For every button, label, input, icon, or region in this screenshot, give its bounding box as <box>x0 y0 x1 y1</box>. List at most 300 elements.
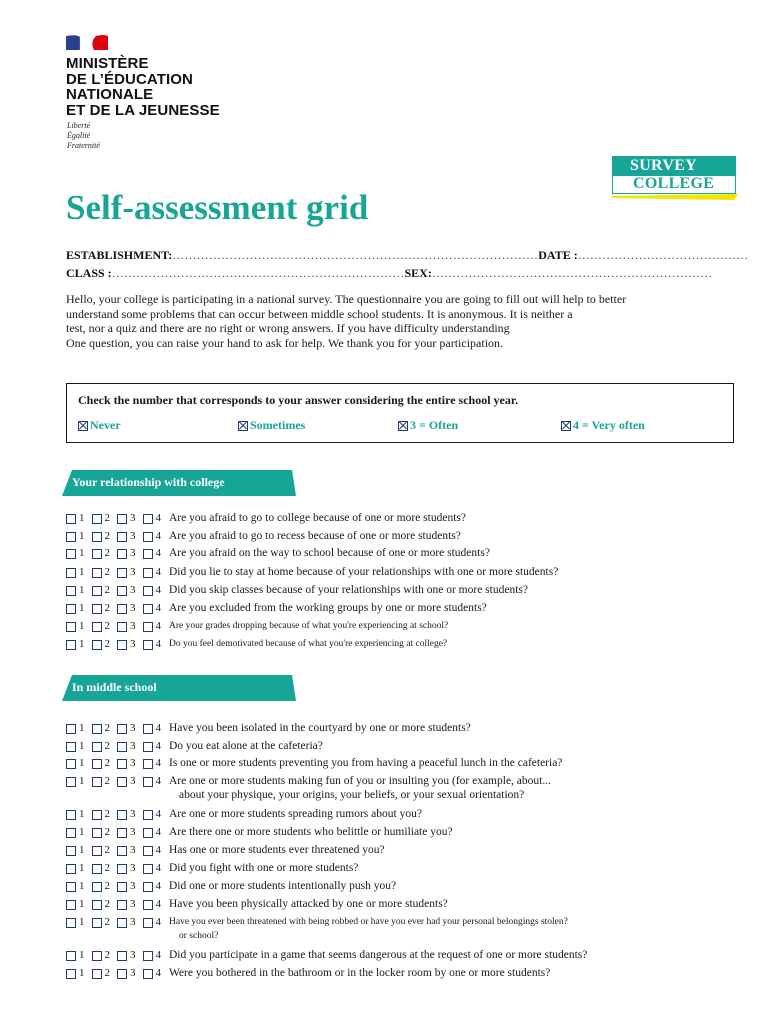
answer-option-1[interactable] <box>66 511 85 525</box>
checked-box-icon <box>561 421 571 431</box>
class-field[interactable]: ……………………………………………………………… <box>111 266 405 280</box>
checkbox[interactable] <box>143 900 153 910</box>
option-number: 1 <box>79 844 85 856</box>
answer-option-3[interactable] <box>117 897 136 911</box>
option-number: 2 <box>104 775 110 787</box>
checkbox[interactable] <box>143 828 153 838</box>
option-number: 1 <box>79 916 85 928</box>
option-number: 1 <box>79 949 85 961</box>
question-label: Did one or more students intentionally push you? <box>169 880 397 892</box>
option-number: 4 <box>155 566 161 578</box>
checkbox[interactable] <box>92 951 102 961</box>
answer-option-2[interactable] <box>92 756 111 770</box>
checkbox[interactable] <box>117 568 127 578</box>
checkbox[interactable] <box>92 568 102 578</box>
legend-very-often: 4 = Very often <box>561 418 645 433</box>
question-row <box>66 565 558 579</box>
answer-option-2[interactable] <box>92 966 111 980</box>
option-number: 2 <box>104 826 110 838</box>
checkbox[interactable] <box>143 777 153 787</box>
option-number: 1 <box>79 967 85 979</box>
answer-option-4[interactable] <box>143 897 162 911</box>
answer-option-4[interactable] <box>143 861 162 875</box>
answer-option-3[interactable] <box>117 739 136 753</box>
answer-option-3[interactable] <box>117 565 136 579</box>
question-label: Have you ever been threatened with being robbed or have you ever had your personal belongings stolen? <box>169 917 568 927</box>
option-number: 4 <box>155 844 161 856</box>
checkbox[interactable] <box>117 640 127 650</box>
checkbox[interactable] <box>143 514 153 524</box>
option-number: 1 <box>79 740 85 752</box>
option-number: 3 <box>130 757 136 769</box>
answer-option-4[interactable] <box>143 739 162 753</box>
option-number: 2 <box>104 722 110 734</box>
checkbox[interactable] <box>143 742 153 752</box>
answer-option-4[interactable] <box>143 721 162 735</box>
option-number: 1 <box>79 808 85 820</box>
answer-option-2[interactable] <box>92 529 111 543</box>
answer-option-2[interactable] <box>92 897 111 911</box>
checkbox[interactable] <box>92 777 102 787</box>
badge-line-college: COLLEGE <box>612 175 736 194</box>
checkbox[interactable] <box>117 604 127 614</box>
intro-paragraph: Hello, your college is participating in a national survey. The questionnaire you are going to fill out will help to better understand some problems that can occur between middle school students. It is anonymous. It is neither a test, nor a quiz and there are no right or wrong answers. If you have difficulty understanding One question, you can raise your hand to ask for help. We thank you for your participation. <box>66 292 627 350</box>
question-label: Did you participate in a game that seems dangerous at the request of one or more students? <box>169 949 588 961</box>
checkbox[interactable] <box>66 864 76 874</box>
answer-option-1[interactable] <box>66 601 85 615</box>
checkbox[interactable] <box>92 532 102 542</box>
answer-option-2[interactable] <box>92 739 111 753</box>
checkbox[interactable] <box>117 882 127 892</box>
answer-option-2[interactable] <box>92 948 111 962</box>
checkbox[interactable] <box>92 810 102 820</box>
question-text <box>169 807 422 821</box>
checkbox[interactable] <box>92 586 102 596</box>
answer-option-3[interactable] <box>117 774 136 788</box>
question-label: Are you excluded from the working groups by one or more students? <box>169 602 487 614</box>
answer-option-3[interactable] <box>117 529 136 543</box>
legend-never: Never <box>78 418 121 433</box>
question-continuation: about your physique, your origins, your beliefs, or your sexual orientation? <box>179 789 525 801</box>
checkbox[interactable] <box>117 622 127 632</box>
option-number: 1 <box>79 512 85 524</box>
option-number: 1 <box>79 620 85 632</box>
checkbox[interactable] <box>143 759 153 769</box>
checkbox[interactable] <box>66 810 76 820</box>
question-label: Are you afraid to go to college because of one or more students? <box>169 512 466 524</box>
answer-option-3[interactable] <box>117 843 136 857</box>
answer-option-1[interactable] <box>66 966 85 980</box>
option-number: 1 <box>79 757 85 769</box>
checkbox[interactable] <box>66 532 76 542</box>
checkbox[interactable] <box>117 759 127 769</box>
option-number: 2 <box>104 584 110 596</box>
legend-often: 3 = Often <box>398 418 458 433</box>
answer-option-1[interactable] <box>66 565 85 579</box>
answer-option-1[interactable] <box>66 807 85 821</box>
checkbox[interactable] <box>92 604 102 614</box>
option-number: 3 <box>130 722 136 734</box>
answer-option-3[interactable] <box>117 601 136 615</box>
answer-option-2[interactable] <box>92 774 111 788</box>
question-text <box>169 739 323 753</box>
checkbox[interactable] <box>92 724 102 734</box>
checkbox[interactable] <box>143 864 153 874</box>
answer-option-3[interactable] <box>117 546 136 560</box>
answer-option-2[interactable] <box>92 807 111 821</box>
option-number: 1 <box>79 638 85 650</box>
answer-option-1[interactable] <box>66 739 85 753</box>
answer-option-2[interactable] <box>92 915 111 929</box>
answer-option-2[interactable] <box>92 721 111 735</box>
question-text <box>169 897 448 911</box>
republic-flag-logo <box>66 34 108 50</box>
answer-option-2[interactable] <box>92 565 111 579</box>
checkbox[interactable] <box>117 918 127 928</box>
question-label: Have you been physically attacked by one or more students? <box>169 898 448 910</box>
option-number: 2 <box>104 602 110 614</box>
answer-option-4[interactable] <box>143 637 162 651</box>
section-title: In middle school <box>72 680 157 694</box>
option-number: 1 <box>79 775 85 787</box>
checkbox[interactable] <box>143 846 153 856</box>
answer-option-1[interactable] <box>66 619 85 633</box>
checkbox[interactable] <box>92 514 102 524</box>
checkbox[interactable] <box>117 514 127 524</box>
question-text <box>169 601 487 615</box>
question-row <box>66 774 551 802</box>
option-number: 3 <box>130 949 136 961</box>
answer-option-2[interactable] <box>92 861 111 875</box>
answer-option-4[interactable] <box>143 807 162 821</box>
answer-option-1[interactable] <box>66 721 85 735</box>
option-number: 4 <box>155 512 161 524</box>
answer-option-3[interactable] <box>117 756 136 770</box>
checkbox[interactable] <box>117 864 127 874</box>
answer-option-3[interactable] <box>117 807 136 821</box>
question-row <box>66 619 448 633</box>
question-row <box>66 861 358 875</box>
question-row <box>66 825 453 839</box>
checkbox[interactable] <box>117 742 127 752</box>
date-field[interactable]: …………………………………… <box>577 248 749 262</box>
answer-option-1[interactable] <box>66 774 85 788</box>
option-number: 2 <box>104 967 110 979</box>
checkbox[interactable] <box>66 969 76 979</box>
option-number: 3 <box>130 638 136 650</box>
answer-option-2[interactable] <box>92 879 111 893</box>
checkbox[interactable] <box>143 724 153 734</box>
checkbox[interactable] <box>143 586 153 596</box>
question-text <box>169 861 358 875</box>
checkbox[interactable] <box>143 549 153 559</box>
question-row <box>66 529 461 543</box>
answer-option-4[interactable] <box>143 529 162 543</box>
option-number: 1 <box>79 862 85 874</box>
checkbox[interactable] <box>117 549 127 559</box>
checkbox[interactable] <box>117 586 127 596</box>
option-number: 1 <box>79 566 85 578</box>
establishment-date-line <box>66 248 749 263</box>
checkbox[interactable] <box>117 532 127 542</box>
option-number: 4 <box>155 620 161 632</box>
checkbox[interactable] <box>92 549 102 559</box>
answer-option-2[interactable] <box>92 619 111 633</box>
question-text <box>169 915 568 943</box>
option-number: 3 <box>130 880 136 892</box>
question-row <box>66 511 466 525</box>
question-row <box>66 948 587 962</box>
checkbox[interactable] <box>143 882 153 892</box>
question-continuation: or school? <box>179 931 219 941</box>
option-number: 4 <box>155 808 161 820</box>
page-title: Self-assessment grid <box>66 188 369 227</box>
answer-option-1[interactable] <box>66 637 85 651</box>
option-number: 3 <box>130 512 136 524</box>
answer-option-4[interactable] <box>143 966 162 980</box>
option-number: 1 <box>79 584 85 596</box>
checkbox[interactable] <box>66 514 76 524</box>
answer-option-2[interactable] <box>92 843 111 857</box>
checkbox[interactable] <box>66 724 76 734</box>
answer-option-4[interactable] <box>143 619 162 633</box>
answer-option-4[interactable] <box>143 825 162 839</box>
checkbox[interactable] <box>117 846 127 856</box>
question-label: Are one or more students making fun of you or insulting you (for example, about... <box>169 775 551 787</box>
option-number: 2 <box>104 808 110 820</box>
section-title: Your relationship with college <box>72 475 225 489</box>
checkbox[interactable] <box>66 568 76 578</box>
checkbox[interactable] <box>117 810 127 820</box>
option-number: 3 <box>130 547 136 559</box>
option-number: 2 <box>104 949 110 961</box>
checkbox[interactable] <box>66 604 76 614</box>
answer-option-2[interactable] <box>92 825 111 839</box>
answer-option-3[interactable] <box>117 583 136 597</box>
option-number: 4 <box>155 584 161 596</box>
checkbox[interactable] <box>66 549 76 559</box>
answer-option-4[interactable] <box>143 583 162 597</box>
answer-option-4[interactable] <box>143 756 162 770</box>
answer-option-3[interactable] <box>117 915 136 929</box>
option-number: 3 <box>130 862 136 874</box>
answer-option-4[interactable] <box>143 915 162 929</box>
checkbox[interactable] <box>66 640 76 650</box>
answer-option-3[interactable] <box>117 879 136 893</box>
checkbox[interactable] <box>117 724 127 734</box>
option-number: 2 <box>104 547 110 559</box>
ministry-name: MINISTÈRE DE L’ÉDUCATION NATIONALE ET DE LA JEUNESSE <box>66 55 220 119</box>
checkbox[interactable] <box>66 622 76 632</box>
answer-option-2[interactable] <box>92 511 111 525</box>
option-number: 4 <box>155 602 161 614</box>
answer-option-4[interactable] <box>143 879 162 893</box>
question-label: Have you been isolated in the courtyard by one or more students? <box>169 722 471 734</box>
checked-box-icon <box>78 421 88 431</box>
checked-box-icon <box>398 421 408 431</box>
option-number: 3 <box>130 566 136 578</box>
checkbox[interactable] <box>92 882 102 892</box>
option-number: 3 <box>130 898 136 910</box>
question-text <box>169 843 385 857</box>
checkbox[interactable] <box>117 951 127 961</box>
answer-option-1[interactable] <box>66 897 85 911</box>
option-number: 2 <box>104 530 110 542</box>
question-text <box>169 966 550 980</box>
question-row <box>66 721 471 735</box>
answer-option-1[interactable] <box>66 861 85 875</box>
checkbox[interactable] <box>143 918 153 928</box>
checkbox[interactable] <box>143 568 153 578</box>
option-number: 4 <box>155 967 161 979</box>
checkbox[interactable] <box>117 900 127 910</box>
question-text <box>169 565 558 579</box>
answer-option-3[interactable] <box>117 619 136 633</box>
answer-option-1[interactable] <box>66 756 85 770</box>
checkbox[interactable] <box>66 759 76 769</box>
answer-option-2[interactable] <box>92 637 111 651</box>
question-label: Do you eat alone at the cafeteria? <box>169 740 323 752</box>
answer-option-2[interactable] <box>92 583 111 597</box>
question-row <box>66 843 385 857</box>
checkbox[interactable] <box>92 918 102 928</box>
checkbox[interactable] <box>66 951 76 961</box>
answer-option-1[interactable] <box>66 529 85 543</box>
option-number: 2 <box>104 512 110 524</box>
class-sex-line <box>66 266 712 281</box>
checkbox[interactable] <box>92 846 102 856</box>
question-label: Did you fight with one or more students? <box>169 862 359 874</box>
checkbox[interactable] <box>92 622 102 632</box>
option-number: 4 <box>155 898 161 910</box>
answer-option-3[interactable] <box>117 721 136 735</box>
checkbox[interactable] <box>143 604 153 614</box>
republic-motto: Liberté Égalité Fraternité <box>67 121 100 150</box>
checkbox[interactable] <box>143 622 153 632</box>
option-number: 3 <box>130 530 136 542</box>
checkbox[interactable] <box>66 918 76 928</box>
sex-label: SEX: <box>404 266 432 280</box>
checkbox[interactable] <box>117 828 127 838</box>
checkbox[interactable] <box>117 777 127 787</box>
checkbox[interactable] <box>92 969 102 979</box>
badge-line-survey: SURVEY <box>612 156 736 175</box>
checkbox[interactable] <box>66 742 76 752</box>
answer-option-3[interactable] <box>117 637 136 651</box>
answer-option-4[interactable] <box>143 843 162 857</box>
option-number: 1 <box>79 826 85 838</box>
checkbox[interactable] <box>117 969 127 979</box>
option-number: 4 <box>155 530 161 542</box>
survey-college-badge <box>612 156 736 204</box>
question-row <box>66 739 323 753</box>
answer-option-4[interactable] <box>143 948 162 962</box>
question-text <box>169 583 528 597</box>
establishment-field[interactable]: ……………………………………………………………………………… <box>172 248 539 262</box>
answer-option-2[interactable] <box>92 546 111 560</box>
question-label: Are your grades dropping because of what you're experiencing at school? <box>169 621 449 631</box>
option-number: 2 <box>104 566 110 578</box>
option-number: 3 <box>130 916 136 928</box>
answer-option-1[interactable] <box>66 948 85 962</box>
question-row <box>66 601 487 615</box>
sex-field[interactable]: …………………………………………………………… <box>431 266 713 280</box>
option-number: 4 <box>155 547 161 559</box>
answer-option-4[interactable] <box>143 511 162 525</box>
option-number: 2 <box>104 880 110 892</box>
option-number: 1 <box>79 722 85 734</box>
answer-option-3[interactable] <box>117 948 136 962</box>
checkbox[interactable] <box>66 777 76 787</box>
checkbox[interactable] <box>92 864 102 874</box>
checkbox[interactable] <box>143 969 153 979</box>
checkbox[interactable] <box>143 810 153 820</box>
answer-option-4[interactable] <box>143 774 162 788</box>
answer-option-4[interactable] <box>143 601 162 615</box>
instructions-box <box>66 383 734 443</box>
option-number: 1 <box>79 602 85 614</box>
checkbox[interactable] <box>66 846 76 856</box>
option-number: 1 <box>79 898 85 910</box>
option-number: 3 <box>130 826 136 838</box>
answer-option-4[interactable] <box>143 546 162 560</box>
option-number: 4 <box>155 862 161 874</box>
checkbox[interactable] <box>92 759 102 769</box>
checkbox[interactable] <box>92 828 102 838</box>
option-number: 2 <box>104 916 110 928</box>
question-text <box>169 546 490 560</box>
option-number: 1 <box>79 880 85 892</box>
checkbox[interactable] <box>66 828 76 838</box>
question-text <box>169 721 471 735</box>
answer-option-1[interactable] <box>66 843 85 857</box>
question-label: Are you afraid on the way to school because of one or more students? <box>169 547 490 559</box>
question-row <box>66 583 528 597</box>
answer-option-3[interactable] <box>117 966 136 980</box>
section-banner-middle-school <box>62 675 296 701</box>
checkbox[interactable] <box>66 900 76 910</box>
checkbox[interactable] <box>143 640 153 650</box>
checkbox[interactable] <box>92 742 102 752</box>
checkbox[interactable] <box>92 900 102 910</box>
option-number: 4 <box>155 880 161 892</box>
checkbox[interactable] <box>66 586 76 596</box>
checkbox[interactable] <box>143 532 153 542</box>
question-text <box>169 619 448 633</box>
answer-option-1[interactable] <box>66 825 85 839</box>
option-number: 3 <box>130 808 136 820</box>
checkbox[interactable] <box>92 640 102 650</box>
answer-option-1[interactable] <box>66 879 85 893</box>
option-number: 2 <box>104 740 110 752</box>
answer-option-4[interactable] <box>143 565 162 579</box>
answer-option-3[interactable] <box>117 511 136 525</box>
option-number: 2 <box>104 844 110 856</box>
answer-option-1[interactable] <box>66 583 85 597</box>
checkbox[interactable] <box>143 951 153 961</box>
instructions-text: Check the number that corresponds to your answer considering the entire school year. <box>78 393 519 407</box>
option-number: 3 <box>130 584 136 596</box>
answer-option-3[interactable] <box>117 861 136 875</box>
answer-option-3[interactable] <box>117 825 136 839</box>
answer-option-1[interactable] <box>66 915 85 929</box>
answer-option-2[interactable] <box>92 601 111 615</box>
question-text <box>169 756 562 770</box>
answer-option-1[interactable] <box>66 546 85 560</box>
option-number: 4 <box>155 740 161 752</box>
checkbox[interactable] <box>66 882 76 892</box>
question-row <box>66 546 490 560</box>
